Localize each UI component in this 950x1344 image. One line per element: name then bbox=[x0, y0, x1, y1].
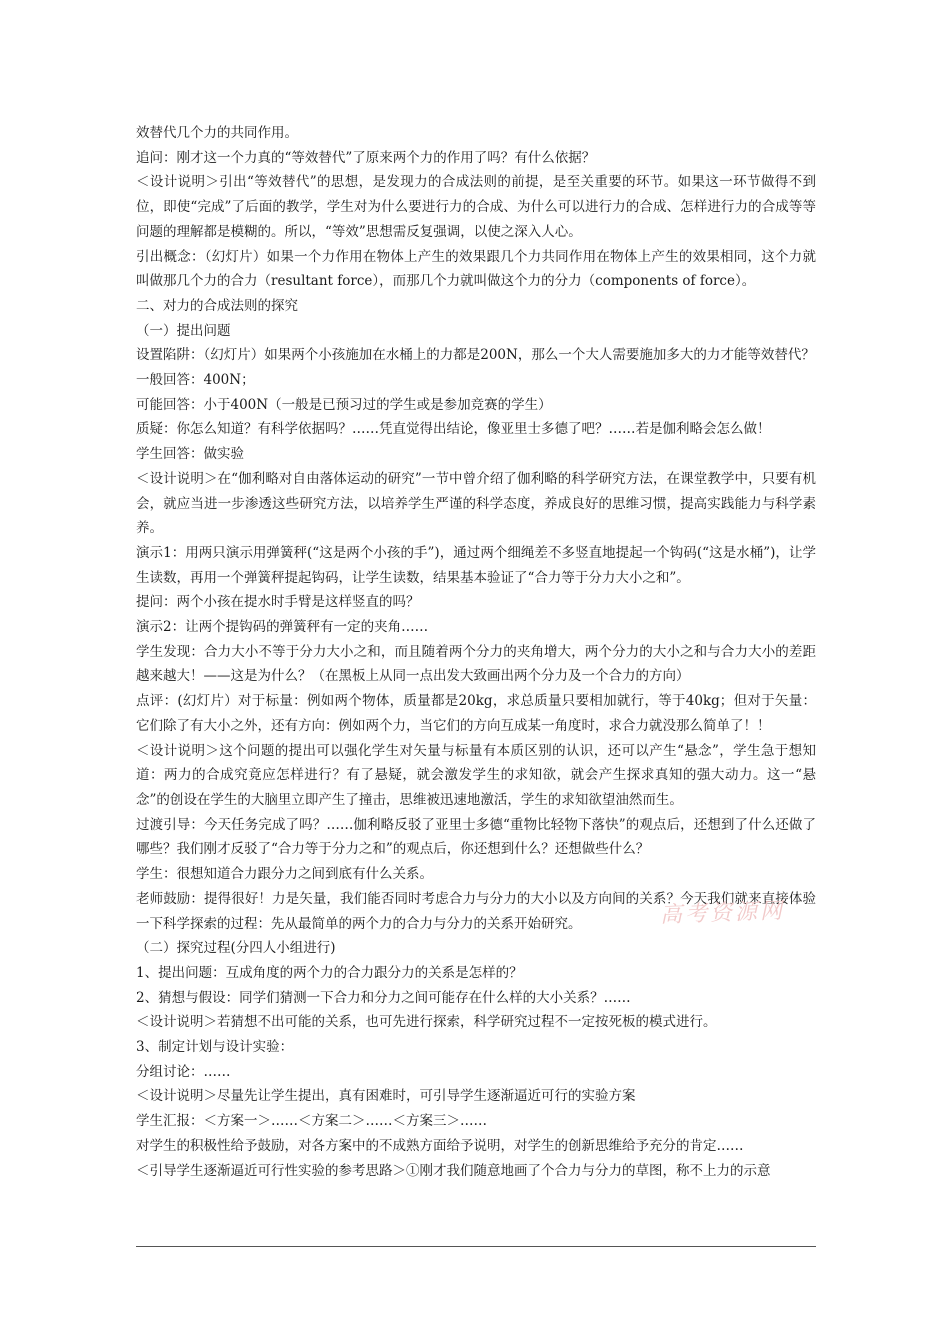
paragraph: 1、提出问题：互成角度的两个力的合力跟分力的关系是怎样的？ bbox=[136, 964, 523, 981]
paragraph: 2、猜想与假设：同学们猜测一下合力和分力之间可能存在什么样的大小关系？…… bbox=[136, 989, 631, 1006]
paragraph: 学生回答：做实验 bbox=[136, 446, 244, 463]
paragraph: 可能回答：小于400N（一般是已预习过的学生或是参加竞赛的学生） bbox=[136, 396, 552, 413]
paragraph: ＜设计说明＞在“伽利略对自由落体运动的研究”一节中曾介绍了伽利略的科学研究方法，在课堂教学中，只要有机会，就应当进一步渗透这些研究方法，以培养学生严谨的科学态度，养成良好的思维习惯，提高实践能力与科学素养。 bbox=[136, 470, 816, 537]
paragraph: 对学生的积极性给予鼓励，对各方案中的不成熟方面给予说明，对学生的创新思维给予充分的肯定…… bbox=[136, 1137, 744, 1154]
paragraph: 演示2：让两个提钩码的弹簧秤有一定的夹角…… bbox=[136, 619, 429, 636]
paragraph: 效替代几个力的共同作用。 bbox=[136, 125, 298, 141]
paragraph: ＜设计说明＞这个问题的提出可以强化学生对矢量与标量有本质区别的认识，还可以产生“悬念”，学生急于想知道：两力的合成究竟应怎样进行？有了悬疑，就会激发学生的求知欲，就会产生探求真知的强大动力。这一“悬念”的创设在学生的大脑里立即产生了撞击，思维被迅速地激活，学生的求知欲望油然而生。 bbox=[136, 742, 816, 808]
paragraph: 老师鼓励：提得很好！力是矢量，我们能否同时考虑合力与分力的大小以及方向间的关系？今天我们就来直接体验一下科学探索的过程：先从最简单的两个力的合力与分力的关系开始研究。 bbox=[136, 890, 816, 932]
document-body bbox=[136, 121, 816, 1183]
paragraph: 学生发现：合力大小不等于分力大小之和，而且随着两个分力的夹角增大，两个分力的大小之和与合力大小的差距越来越大！——这是为什么？（在黑板上从同一点出发大致画出两个分力及一个合力的方向） bbox=[136, 643, 816, 685]
paragraph: 提问：两个小孩在提水时手臂是这样竖直的吗？ bbox=[136, 594, 420, 611]
paragraph: ＜设计说明＞若猜想不出可能的关系，也可先进行探索，科学研究过程不一定按死板的模式进行。 bbox=[136, 1014, 717, 1031]
paragraph: 学生：很想知道合力跟分力之间到底有什么关系。 bbox=[136, 866, 433, 883]
paragraph: 3、制定计划与设计实验： bbox=[136, 1039, 294, 1056]
section-heading: 二、对力的合成法则的探究 bbox=[136, 297, 298, 314]
paragraph: 质疑：你怎么知道？有科学依据吗？……凭直觉得出结论，像亚里士多德了吧？……若是伽利略会怎么做！ bbox=[136, 421, 771, 438]
footer-divider bbox=[136, 1246, 816, 1247]
paragraph: 引出概念：（幻灯片）如果一个力作用在物体上产生的效果跟几个力共同作用在物体上产生的效果相同，这个力就叫做那几个力的合力（resultant force），而那几个力就叫做这个力的分力（components of force）。 bbox=[136, 248, 816, 290]
paragraph: 追问：刚才这一个力真的“等效替代”了原来两个力的作用了吗？有什么依据？ bbox=[136, 149, 596, 166]
paragraph: 演示1：用两只演示用弹簧秤(“这是两个小孩的手”)，通过两个细绳差不多竖直地提起一个钩码(“这是水桶”)，让学生读数，再用一个弹簧秤提起钩码，让学生读数，结果基本验证了“合力等于分力大小之和”。 bbox=[136, 544, 816, 586]
paragraph: ＜设计说明＞尽量先让学生提出，真有困难时，可引导学生逐渐逼近可行的实验方案 bbox=[136, 1088, 636, 1105]
subsection-heading: （二）探究过程(分四人小组进行) bbox=[136, 940, 336, 957]
paragraph: ＜引导学生逐渐逼近可行性实验的参考思路＞①刚才我们随意地画了个合力与分力的草图，称不上力的示意 bbox=[136, 1162, 771, 1179]
paragraph: 点评：(幻灯片）对于标量：例如两个物体，质量都是20kg，求总质量只要相加就行，等于40kg；但对于矢量：它们除了有大小之外，还有方向：例如两个力，当它们的方向互成某一角度时，求合力就没那么简单了！！ bbox=[136, 693, 816, 734]
paragraph: 学生汇报：＜方案一＞……＜方案二＞……＜方案三＞…… bbox=[136, 1113, 487, 1130]
subsection-heading: （一）提出问题 bbox=[136, 322, 231, 339]
paragraph: 分组讨论：…… bbox=[136, 1063, 231, 1080]
paragraph: 设置陷阱：（幻灯片）如果两个小孩施加在水桶上的力都是200N，那么一个大人需要施加多大的力才能等效替代？ bbox=[136, 347, 815, 364]
paragraph: ＜设计说明＞引出“等效替代”的思想，是发现力的合成法则的前提，是至关重要的环节。如果这一环节做得不到位，即使“完成”了后面的教学，学生对为什么要进行力的合成、为什么可以进行力的合成、怎样进行力的合成等等问题的理解都是模糊的。所以，“等效”思想需反复强调，以使之深入人心。 bbox=[136, 174, 816, 240]
paragraph: 一般回答：400N； bbox=[136, 372, 255, 389]
paragraph: 过渡引导：今天任务完成了吗？……伽利略反驳了亚里士多德“重物比轻物下落快”的观点后，还想到了什么还做了哪些？我们刚才反驳了“合力等于分力之和”的观点后，你还想到什么？还想做些什么？ bbox=[136, 816, 816, 858]
watermark: 高考资源网 bbox=[659, 898, 786, 929]
